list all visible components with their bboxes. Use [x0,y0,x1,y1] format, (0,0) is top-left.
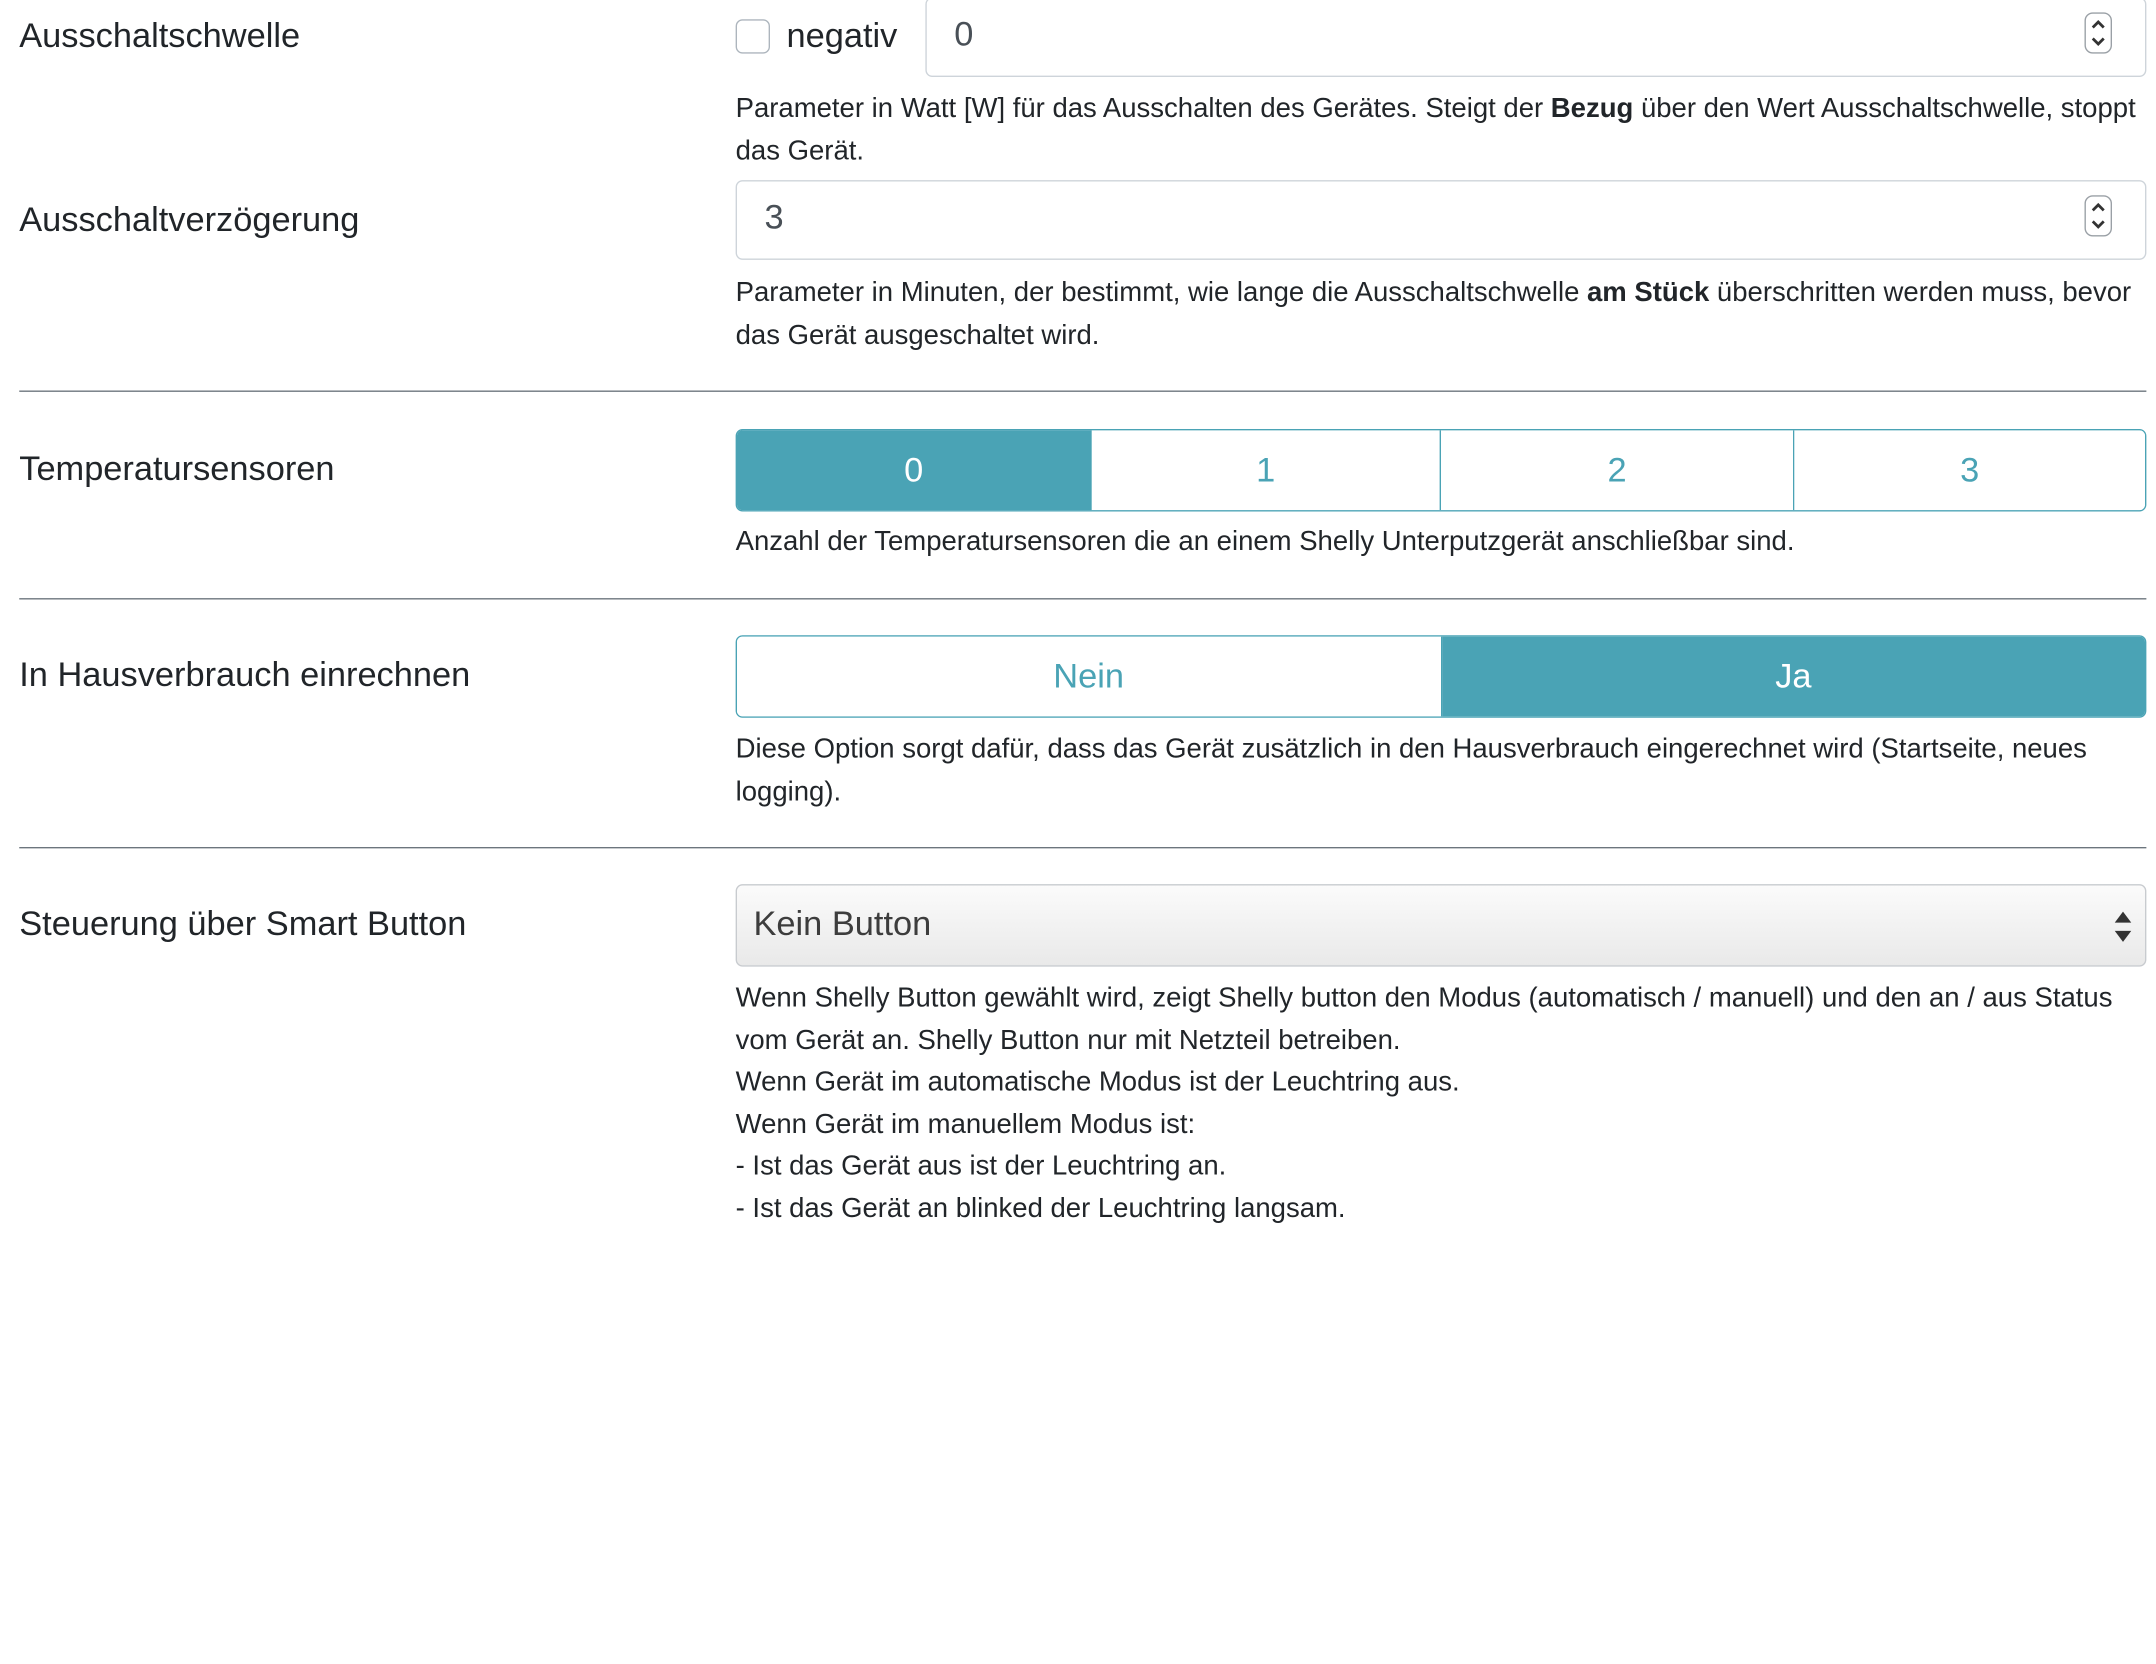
hausverbrauch-option-ja[interactable]: Ja [1442,637,2145,717]
ausschaltschwelle-value: 0 [954,15,974,54]
hausverbrauch-help: Diese Option sorgt dafür, dass das Gerät zusätzlich in den Hausverbrauch eingerechnet wird (Startseite, neues logging). [735,734,2087,807]
ausschaltverzoegerung-help: Parameter in Minuten, der bestimmt, wie lange die Ausschaltschwelle am Stück überschritten werden muss, bevor das Gerät ausgeschaltet wird. [735,277,2132,350]
temperatursensoren-help: Anzahl der Temperatursensoren die an einem Shelly Unterputzgerät anschließbar sind. [735,526,1795,557]
ausschaltverzoegerung-label: Ausschaltverzögerung [19,200,360,240]
section-divider [19,598,2146,599]
smart-button-help-line: Wenn Gerät im automatische Modus ist der Leuchtring aus. [735,1067,1460,1098]
smart-button-help [736,978,2152,1230]
ausschaltverzoegerung-value: 3 [764,198,784,237]
hausverbrauch-option-nein[interactable]: Nein [737,637,1442,717]
ausschaltschwelle-input[interactable] [925,0,2146,77]
section-divider [19,391,2146,392]
smart-button-label: Steuerung über Smart Button [19,904,467,944]
section-divider [19,847,2146,848]
temperatursensoren-option-3[interactable]: 3 [1794,430,2145,510]
hausverbrauch-toggle-group [736,635,2147,718]
ausschaltschwelle-help: Parameter in Watt [W] für das Ausschalten des Gerätes. Steigt der Bezug über den Wert Ausschaltschwelle, stoppt das Gerät. [735,93,2136,166]
smart-button-help-line: Wenn Shelly Button gewählt wird, zeigt Shelly button den Modus (automatisch / manuell) und den an / aus Status vom Gerät an. Shelly Button nur mit Netzteil betreiben. [735,983,2113,1056]
number-spinner-icon[interactable] [2085,195,2113,236]
negativ-checkbox[interactable] [736,19,770,53]
hausverbrauch-label: In Hausverbrauch einrechnen [19,655,471,695]
temperatursensoren-option-2[interactable]: 2 [1441,430,1794,510]
number-spinner-icon[interactable] [2085,12,2113,53]
smart-button-help-line: - Ist das Gerät an blinked der Leuchtring langsam. [735,1192,1346,1224]
ausschaltschwelle-label: Ausschaltschwelle [19,16,301,55]
ausschaltverzoegerung-input[interactable] [736,180,2147,260]
temperatursensoren-option-0[interactable]: 0 [737,430,1092,510]
select-arrows-icon [2112,908,2134,947]
temperatursensoren-option-1[interactable]: 1 [1092,430,1441,510]
temperatursensoren-label: Temperatursensoren [19,449,335,489]
smart-button-select[interactable] [736,884,2147,967]
temperatursensoren-toggle-group [736,429,2147,512]
smart-button-selected-value: Kein Button [753,904,932,944]
negativ-checkbox-label[interactable]: negativ [786,16,898,55]
smart-button-help-line: - Ist das Gerät aus ist der Leuchtring an. [735,1150,1227,1182]
smart-button-help-line: Wenn Gerät im manuellem Modus ist: [735,1108,1196,1140]
